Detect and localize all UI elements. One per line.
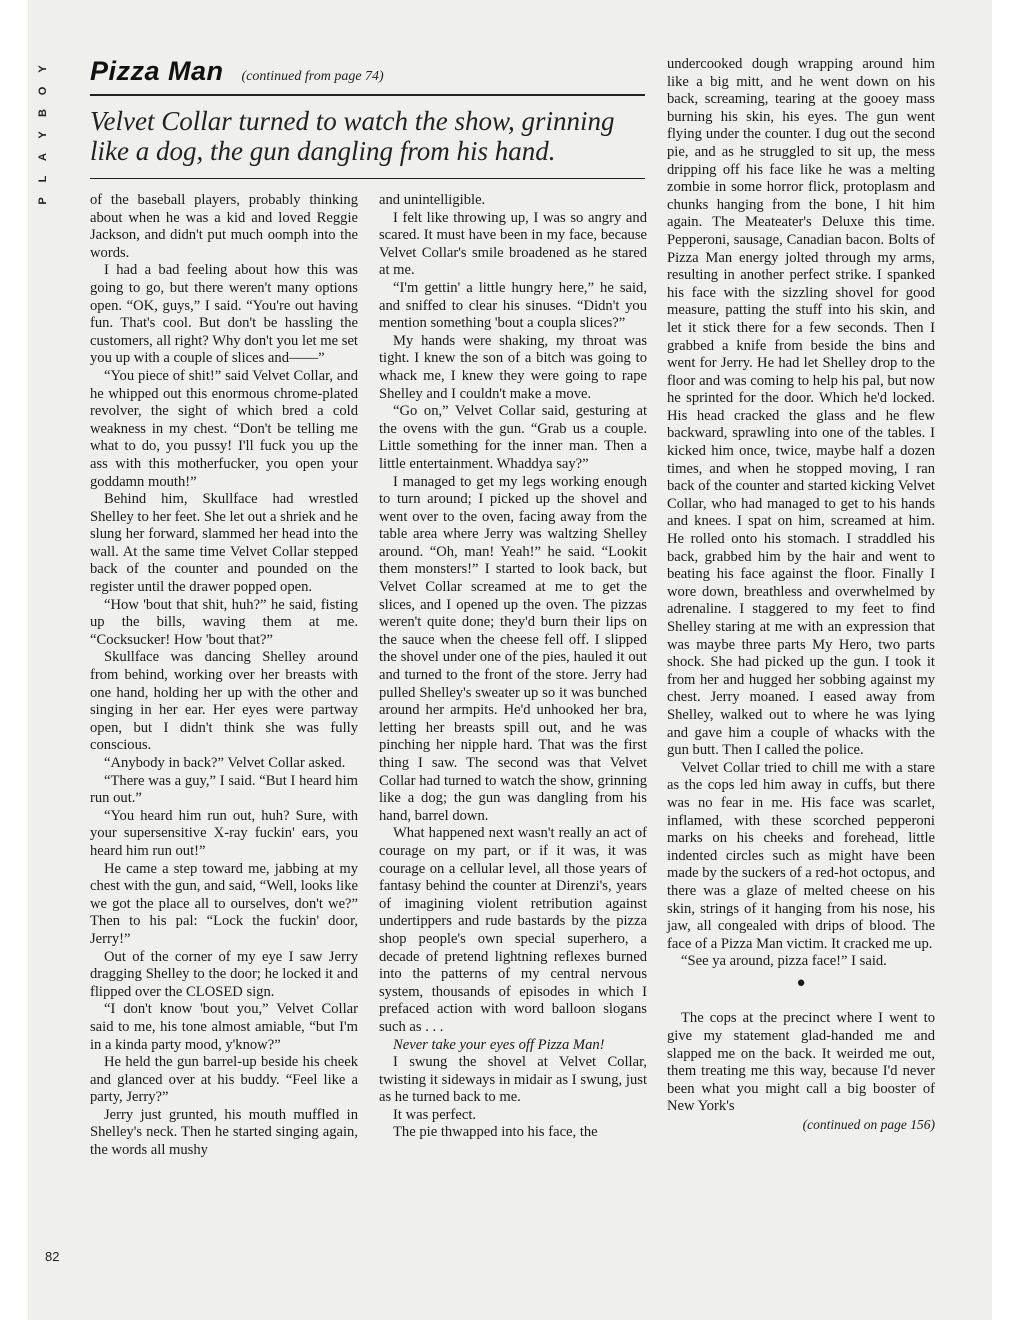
magazine-name-letter: A [37,153,49,161]
magazine-name-vertical [36,58,50,212]
paragraph: “Go on,” Velvet Collar said, gesturing at the ovens with the gun. “Grab us a couple. Little something for the inner man. Then a little entertainment. Whaddya say?” [379,403,647,472]
paragraph: “You piece of shit!” said Velvet Collar, and he whipped out this enormous chrome-plated revolver, the sight of which bred a cold weakness in my chest. “Don't be telling me what to do, you pussy! I'll fuck you up the ass with this motherfucker, you open your goddamn mouth!” [90,367,358,490]
paragraph: I felt like throwing up, I was so angry and scared. It must have been in my face, because Velvet Collar's smile broadened as he stared at me. [379,209,647,279]
magazine-name-letter: O [37,86,49,96]
article-title: Pizza Man [90,56,224,86]
paragraph: The cops at the precinct where I went to give my statement glad-handed me and slapped me on the back. It weirded me out, them treating me this way, because I'd never been what you might call a big booster of New York's [667,1010,935,1115]
paragraph: It was perfect. [393,1106,477,1123]
paragraph: of the baseball players, probably thinking about when he was a kid and loved Reggie Jackson, and didn't put much oomph into the words. [90,192,358,261]
paragraph: Velvet Collar tried to chill me with a stare as the cops led him away in cuffs, but there was no fear in me. His face was scarlet, inflamed, with these scorched pepperoni marks on his cheeks and forehead, little indented circles such as might have been made by the suckers of a red-hot octopus, and there was a glaze of melted cheese on his skin, strings of it hanging from his nose, his jaw, all congealed with drips of blood. The face of a Pizza Man victim. It cracked me up. [667,759,935,952]
paragraph: The pie thwapped into his face, the [393,1124,598,1141]
magazine-name-letter: B [37,109,49,117]
paragraph: “You heard him run out, huh? Sure, with your supersensitive X-ray fuckin' ears, you heard him run out!” [90,807,358,859]
paragraph: I had a bad feeling about how this was going to go, but there weren't many options open. “OK, guys,” I said. “You're out having fun. That's cool. But don't be hassling the customers, all right? Why don't you let me set you up with a couple of slices and——” [90,262,358,367]
pull-quote: Velvet Collar turned to watch the show, grinning like a dog, the gun dangling from his hand. [90,106,615,166]
paragraph: undercooked dough wrapping around him like a big mitt, and he went down on his back, screaming, tearing at the gooey mass burning his skin, his eyes. The gun went flying under the counter. I dug out the second pie, and as he struggled to sit up, the mess dripping off his face like he was a melting zombie in some horror flick, protoplasm and chunks hanging from the bone, I hit him again. The Meateater's Deluxe this time. Pepperoni, sausage, Canadian bacon. Bolts of Pizza Man energy jolted through my arms, resulting in another perfect strike. I spanked his face with the sizzling shovel for good measure, patting the stuff into his skin, and let it stick there for a few seconds. Then I grabbed a knife from beside the bins and went for Jerry. He had let Shelley drop to the floor and was coming to help his pal, but now he sprinted for the door. Which he'd locked. His head cracked the glass and he flew backward, sprawling into one of the tables. I kicked him once, twice, maybe half a dozen times, and when he stopped moving, I ran back of the counter and started kicking Velvet Collar, who had managed to get to his hands and knees. I spat on him, screamed at him. He rolled onto his stomach. I straddled his back, grabbed him by the hair and went to beating his face against the floor. Finally I wore down, breathless and overwhelmed by adrenaline. I staggered to my feet to find Shelley staring at me with an expression that was maybe three parts My Hero, two parts shock. She had picked up the gun. I took it from her and hugged her sobbing against my chest. Jerry moaned. I eased away from Shelley, walked out to where he was lying and gave him a couple of whacks with the gun butt. Then I called the police. [667,56,935,759]
paragraph: Skullface was dancing Shelley around from behind, working over her breasts with one hand, holding her up with the other and singing in her ear. Her eyes were partway open, but I didn't think she was fully conscious. [90,649,358,754]
text-column-3 [667,56,935,1134]
paragraph: Jerry just grunted, his mouth muffled in Shelley's neck. Then he started singing again, the words all mushy [90,1106,358,1159]
text-column-2 [379,192,647,1142]
paragraph: My hands were shaking, my throat was tight. I knew the son of a bitch was going to whack me, I knew they were going to rape Shelley and I couldn't make a move. [379,332,647,402]
continued-on-note: (continued on page 156) [802,1117,935,1133]
pullquote-rule [90,178,645,179]
magazine-name-letter: P [37,197,49,205]
paragraph: He held the gun barrel-up beside his cheek and glanced over at his buddy. “Feel like a party, Jerry?” [90,1054,358,1106]
paragraph: Never take your eyes off Pizza Man! [393,1036,605,1053]
magazine-name-letter: Y [37,65,49,73]
text-column-1 [90,192,358,1160]
page-number: 82 [45,1249,60,1264]
paragraph: “I don't know 'bout you,” Velvet Collar said to me, his tone almost amiable, “but I'm in a kinda party mood, y'know?” [90,1001,358,1053]
paragraph: I swung the shovel at Velvet Collar, twisting it sideways in midair as I swung, just as he turned back to me. [379,1054,647,1106]
continued-from-note: (continued from page 74) [241,69,384,84]
paragraph: He came a step toward me, jabbing at my chest with the gun, and said, “Well, looks like we got the place all to ourselves, don't we?” Then to his pal: “Lock the fuckin' door, Jerry!” [90,860,358,947]
section-break-bullet: ● [796,974,806,991]
paragraph: “Anybody in back?” Velvet Collar asked. [104,755,346,771]
paragraph: I managed to get my legs working enough to turn around; I picked up the shovel and went over to the oven, facing away from the table area where Jerry was waltzing Shelley around. “Oh, man! Yeah!” he said. “Lookit them monsters!” I started to look back, but Velvet Collar screamed at me to get the slices, and I opened up the oven. The pizzas weren't quite done; they'd burn their lips on the sauce when the cheese fell off. I slipped the shovel under one of the pies, hauled it out and turned to the front of the store. Jerry had pulled Shelley's sweater up so it was bunched around her armpits. He'd unhooked her bra, letting her breasts spill out, and he was pinching her nipple hard. That was the first thing I saw. The second was that Velvet Collar had turned to watch the show, grinning like a dog; the gun was dangling from his hand, barrel down. [379,473,647,824]
paragraph: and unintelligible. [379,192,486,208]
paragraph: “How 'bout that shit, huh?” he said, fisting up the bills, waving them at me. “Cocksucker! How 'bout that?” [90,596,358,648]
paragraph: Behind him, Skullface had wrestled Shelley to her feet. She let out a shriek and he slung her forward, slammed her head into the wall. At the same time Velvet Collar stepped back of the counter and pounded on the register until the drawer popped open. [90,491,358,596]
paragraph: “I'm gettin' a little hungry here,” he said, and sniffed to clear his sinuses. “Didn't you mention something 'bout a coupla slices?” [379,279,647,332]
paragraph: Out of the corner of my eye I saw Jerry dragging Shelley to the door; he locked it and flipped over the CLOSED sign. [90,948,358,1000]
paragraph: “There was a guy,” I said. “But I heard him run out.” [90,772,358,807]
magazine-name-letter: Y [37,131,49,139]
paragraph: “See ya around, pizza face!” I said. [681,953,887,970]
magazine-name-letter: L [37,175,49,183]
paragraph: What happened next wasn't really an act of courage on my part, or if it was, it was courage on a cellular level, all those years of fantasy behind the counter at Direnzi's, years of imagining violent retribution against undertippers and rude bastards by the pizza shop people's own special superhero, a decade of pretend lightning reflexes burned into the patterns of my central nervous system, thousands of episodes in which I prefaced action with word balloon slogans such as . . . [379,825,647,1035]
article-header [90,56,645,179]
